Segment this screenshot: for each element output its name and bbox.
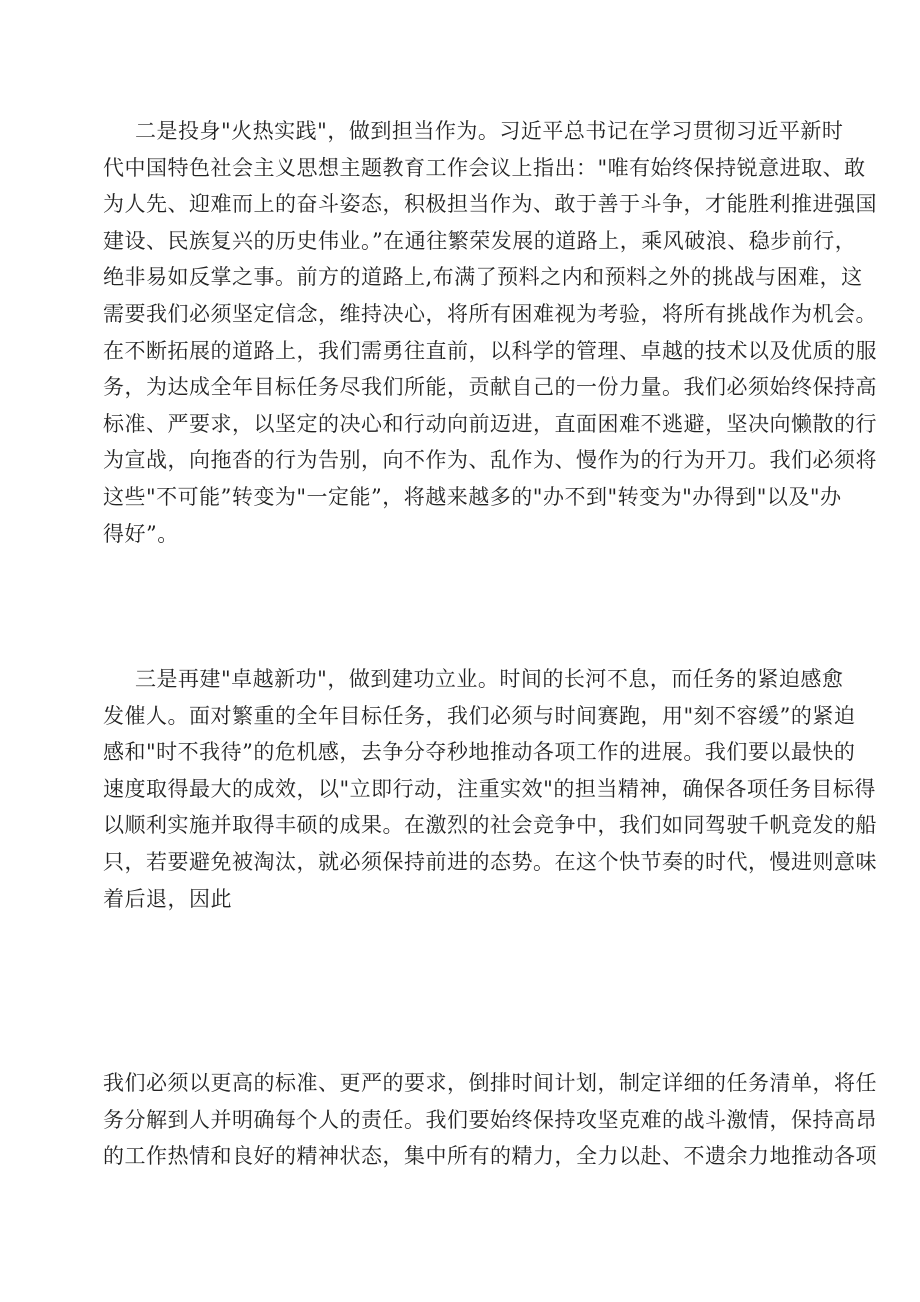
text-line: 代中国特色社会主义思想主题教育工作会议上指出："唯有始终保持锐意进取、敢 — [103, 155, 866, 180]
text-line: 发催人。面对繁重的全年目标任务，我们必须与时间赛跑，用"刻不容缓”的紧迫 — [103, 703, 856, 728]
text-line: 我们必须以更高的标准、更严的要求，倒排时间计划，制定详细的任务清单，将任 — [103, 1071, 877, 1095]
text-line: 只，若要避免被淘汰，就必须保持前进的态势。在这个快节奏的时代，慢进则意味 — [103, 849, 877, 874]
text-line: 得好”。 — [103, 521, 179, 546]
text-line: 的工作热情和良好的精神状态，集中所有的精力，全力以赴、不遗余力地推动各项 — [103, 1144, 877, 1169]
text-line: 二是投身"火热实践"，做到担当作为。习近平总书记在学习贯彻习近平新时 — [135, 119, 844, 143]
text-line: 以顺利实施并取得丰硕的成果。在激烈的社会竞争中，我们如同驾驶千帆竞发的船 — [103, 813, 877, 838]
text-line: 为宣战，向拖沓的行为告别，向不作为、乱作为、慢作为的行为开刀。我们必须将 — [103, 448, 877, 473]
paragraph-achievement — [103, 661, 877, 917]
text-line: 标准、严要求，以坚定的决心和行动向前迈进，直面困难不逃避，坚决向懒散的行 — [103, 411, 877, 436]
text-line: 速度取得最大的成效，以"立即行动，注重实效"的担当精神，确保各项任务目标得 — [103, 776, 876, 801]
text-line: 在不断拓展的道路上，我们需勇往直前，以科学的管理、卓越的技术以及优质的服 — [103, 338, 877, 363]
text-line: 为人先、迎难而上的奋斗姿态，积极担当作为、敢于善于斗争，才能胜利推进强国 — [103, 192, 877, 217]
text-line: 建设、民族复兴的历史伟业。”在通往繁荣发展的道路上，乘风破浪、稳步前行， — [103, 228, 857, 253]
text-line: 务分解到人并明确每个人的责任。我们要始终保持攻坚克难的战斗激情，保持高昂 — [103, 1107, 877, 1132]
paragraph-practice — [103, 113, 877, 552]
paragraph-continuation — [103, 1065, 877, 1175]
text-line: 务，为达成全年目标任务尽我们所能，贡献自己的一份力量。我们必须始终保持高 — [103, 375, 877, 400]
text-line: 三是再建"卓越新功"，做到建功立业。时间的长河不息，而任务的紧迫感愈 — [135, 667, 844, 691]
text-line: 绝非易如反掌之事。前方的道路上,布满了预料之内和预料之外的挑战与困难，这 — [103, 265, 863, 290]
text-line: 需要我们必须坚定信念，维持决心，将所有困难视为考验，将所有挑战作为机会。 — [103, 301, 877, 326]
text-line: 感和"时不我待”的危机感，去争分夺秒地推动各项工作的进展。我们要以最快的 — [103, 740, 856, 765]
text-line: 这些"不可能”转变为"一定能”，将越来越多的"办不到"转变为"办得到"以及"办 — [103, 484, 842, 509]
text-line: 着后退，因此 — [103, 886, 232, 911]
